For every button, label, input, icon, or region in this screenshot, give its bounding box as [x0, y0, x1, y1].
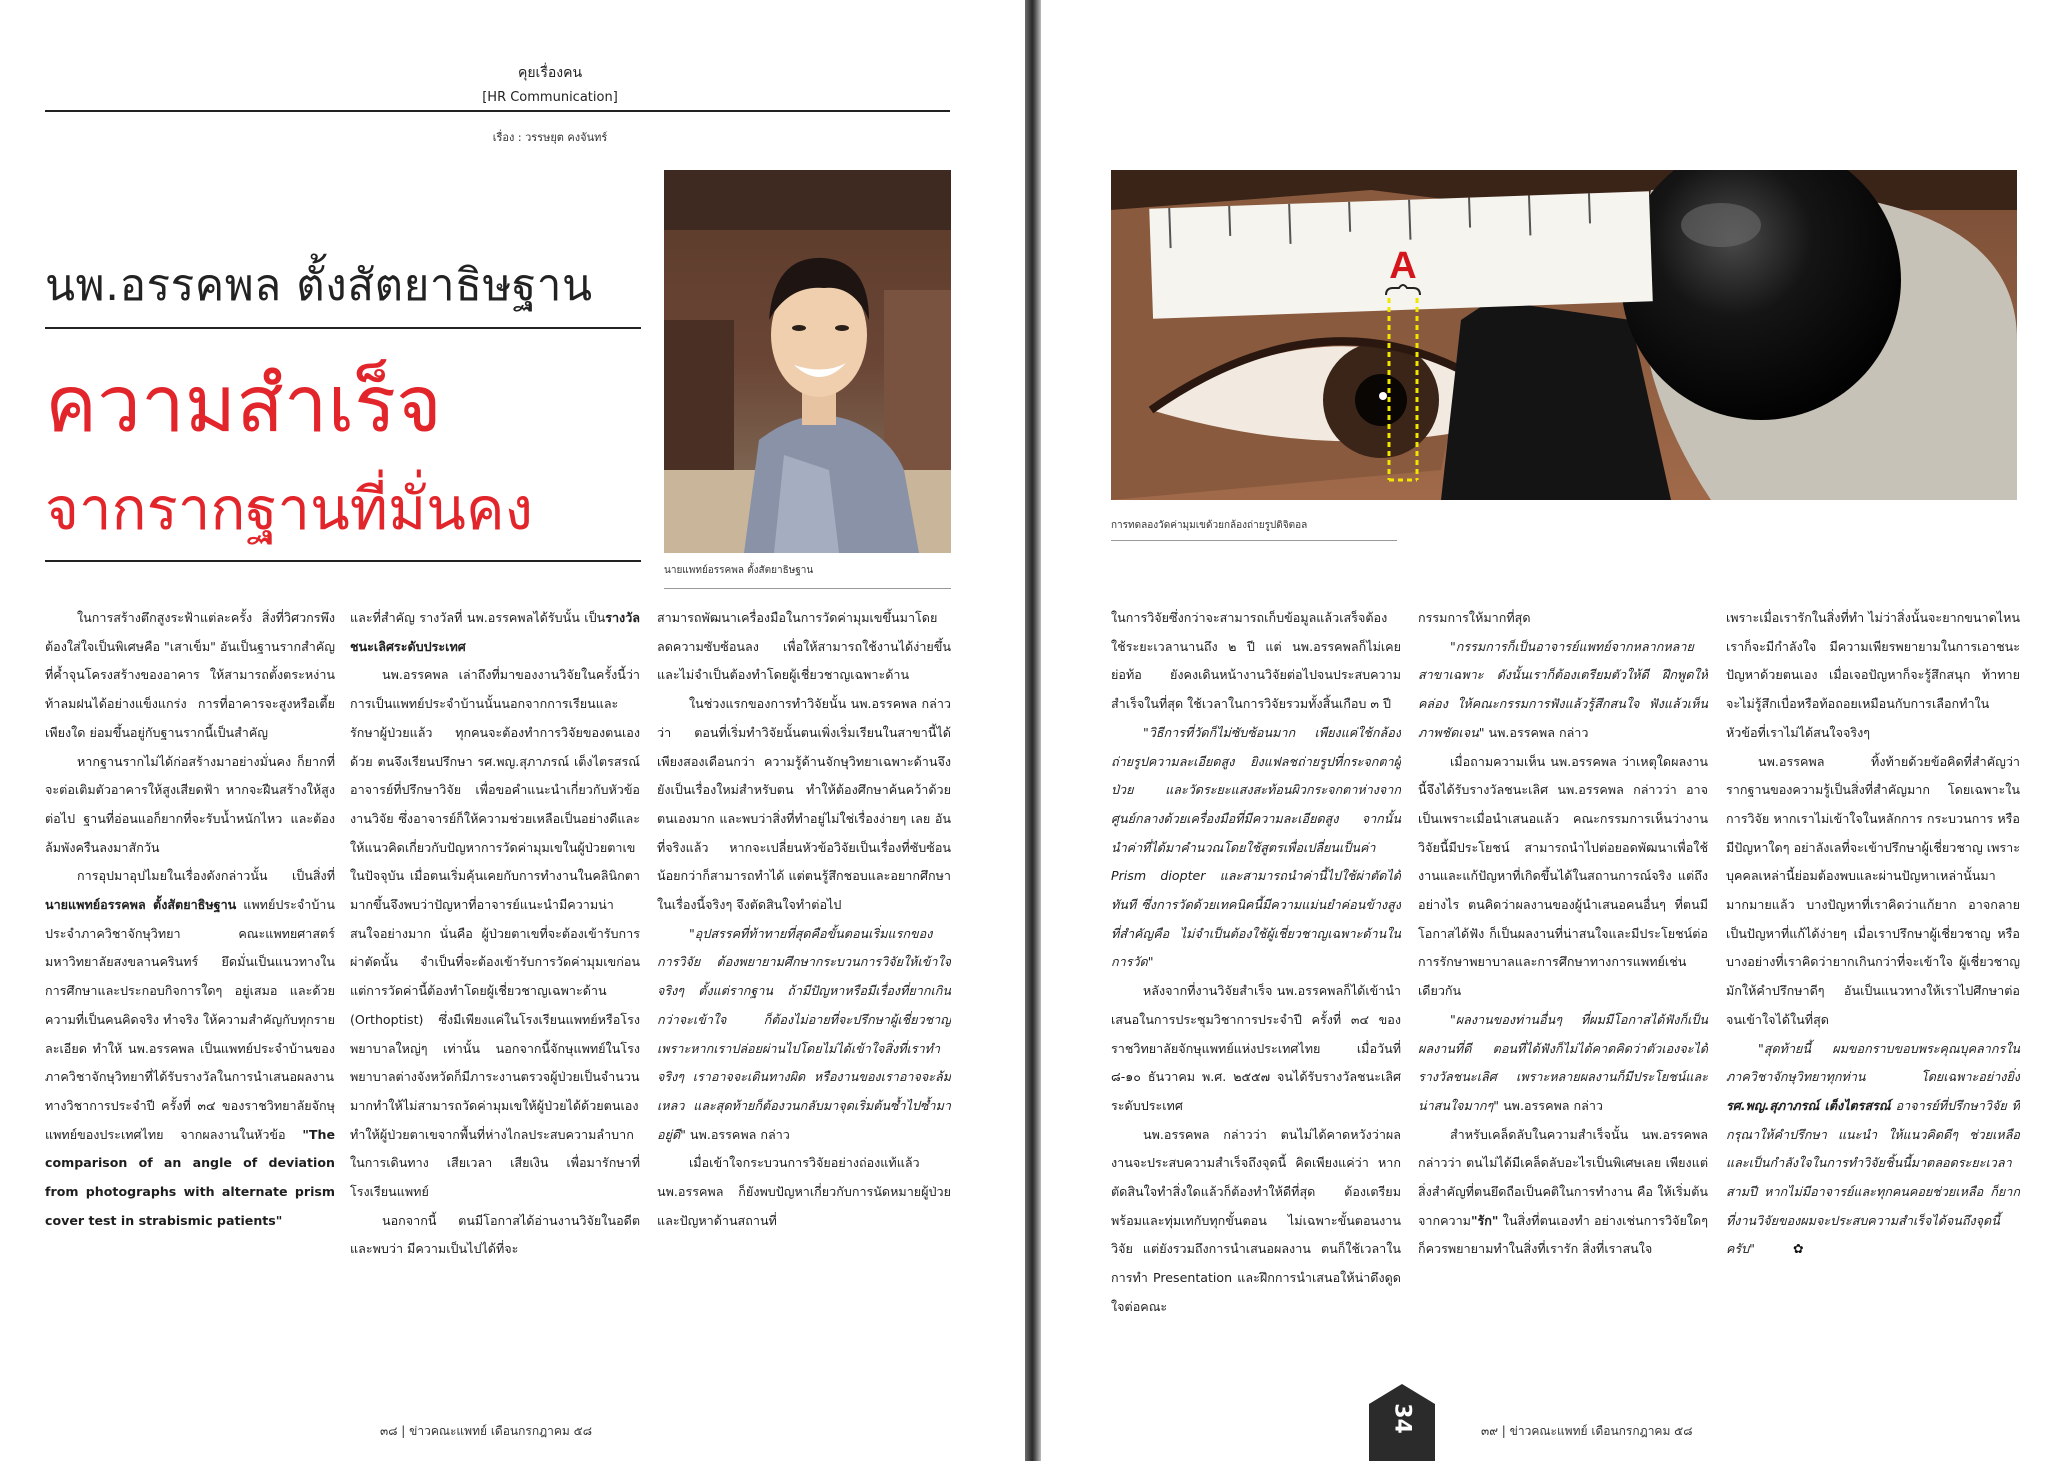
- paragraph: ในการวิจัยซึ่งกว่าจะสามารถเก็บข้อมูลแล้วเสร็จต้องใช้ระยะเวลานานถึง ๒ ปี แต่ นพ.อรรคพลก็ไม่เคยย่อท้อ ยังคงเดินหน้างานวิจัยต่อไปจนประสบความสำเร็จในที่สุด ใช้เวลาในการวิจัยรวมทั้งสิ้นเกือบ ๓ ปี: [1111, 610, 1401, 712]
- page-number: 34: [1389, 1403, 1415, 1434]
- bold-word: "รัก": [1470, 1212, 1499, 1228]
- paragraph: ในการสร้างตึกสูงระฟ้าแต่ละครั้ง สิ่งที่วิศวกรพึงต้องใส่ใจเป็นพิเศษคือ "เสาเข็ม" อันเป็นฐานรากสำคัญที่ค้ำจุนโครงสร้างของอาคาร ให้สามารถตั้งตระหง่านท้าลมฝนได้อย่างแข็งแกร่ง การที่อาคารจะสูงหรือเตี้ยเพียงใด ย่อมขึ้นอยู่กับฐานรากนี้เป็นสำคัญ: [45, 610, 335, 740]
- header-rule: [45, 110, 950, 112]
- page-footer: ๓๙ | ข่าวคณะแพทย์ เดือนกรกฎาคม ๕๘: [1481, 1424, 1693, 1438]
- section-title: คุยเรื่องคน: [517, 65, 583, 81]
- text-run: ในสิ่งที่ตนเองทำ อย่างเช่นการวิจัยใดๆ ก็ควรพยายามทำในสิ่งที่เรารัก สิ่งที่เราสนใจ: [1418, 1212, 1708, 1257]
- article-column-2: [350, 604, 640, 1364]
- paragraph: เมื่อเข้าใจกระบวนการวิจัยอย่างถ่องแท้แล้ว นพ.อรรคพล ก็ยังพบปัญหาเกี่ยวกับการนัดหมายผู้ป่วย และปัญหาด้านสถานที่: [657, 1155, 951, 1228]
- article-column-4: [1111, 604, 1401, 1379]
- page-footer: ๓๘ | ข่าวคณะแพทย์ เดือนกรกฎาคม ๕๘: [380, 1424, 592, 1438]
- quote: อาจารย์ที่ปรึกษาวิจัย ที่กรุณาให้คำปรึกษา แนะนำ ให้แนวคิดดีๆ ช่วยเหลือ และเป็นกำลังใจในการทำวิจัยชิ้นนี้มาตลอดระยะเวลาสามปี หากไม่มีอาจารย์และทุกคนคอยช่วยเหลือ ก็ยากที่งานวิจัยของผมจะประสบความสำเร็จได้จนถึงจุดนี้ครับ": [1726, 1097, 2020, 1257]
- bold-name: รศ.พญ.สุภาภรณ์ เต็งไตรสรณ์: [1726, 1097, 1891, 1113]
- paragraph: [350, 604, 640, 661]
- bold-award: รางวัลชนะเลิศระดับประเทศ: [350, 610, 640, 654]
- bold-name: นายแพทย์อรรคพล ตั้งสัตยาธิษฐาน: [45, 897, 237, 913]
- headline-rule: [45, 560, 641, 562]
- quote-paragraph: [1418, 633, 1708, 748]
- quote: "ผลงานของท่านอื่นๆ ที่ผมมีโอกาสได้ฟังก็เป็นผลงานที่ดี ตอนที่ได้ฟังก็ไม่ได้คาดคิดว่าตัวเองจะได้รางวัลชนะเลิศ เพราะหลายผลงานก็มีประโยชน์และน่าสนใจมากๆ": [1418, 1011, 1708, 1113]
- headline-line-2: จากรากฐานที่มั่นคง: [45, 477, 533, 542]
- paragraph: [1418, 1121, 1708, 1265]
- text-run: นพ.อรรคพล กล่าว: [1484, 724, 1589, 740]
- text-run: นพ.อรรคพล กล่าว: [1499, 1097, 1604, 1113]
- quote-paragraph: [657, 920, 951, 1150]
- text-run: นพ.อรรคพล กล่าว: [685, 1126, 790, 1142]
- article-column-1: [45, 604, 335, 1364]
- quote-paragraph: "วิธีการที่วัดก็ไม่ซับซ้อนมาก เพียงแค่ใช้กล้องถ่ายรูปความละเอียดสูง ยิงแฟลชถ่ายรูปที่กระจกตาผู้ป่วย และวัดระยะแสงสะท้อนผิวกระจกตาห่างจากศูนย์กลางด้วยเครื่องมือที่มีความละเอียดสูง จากนั้น นำค่าที่ได้มาคำนวณโดยใช้สูตรเพื่อเปลี่ยนเป็นค่า Prism diopter และสามารถนำค่านี้ไปใช้ผ่าตัดได้ทันที ซึ่งการวัดด้วยเทคนิคนี้มีความแม่นยำค่อนข้างสูง ที่สำคัญคือ ไม่จำเป็นต้องใช้ผู้เชี่ยวชาญเฉพาะด้านในการวัด": [1111, 724, 1401, 970]
- portrait-photo: [664, 170, 951, 553]
- page-gutter: [1025, 0, 1041, 1461]
- portrait-caption: นายแพทย์อรรคพล ตั้งสัตยาธิษฐาน: [664, 565, 814, 576]
- quote: "สุดท้ายนี้ ผมขอกราบขอบพระคุณบุคลากรในภาควิชาจักษุวิทยาทุกท่าน โดยเฉพาะอย่างยิ่ง: [1726, 1040, 2020, 1085]
- article-column-6: [1726, 604, 2020, 1379]
- paragraph: นพ.อรรคพล เล่าถึงที่มาของงานวิจัยในครั้งนี้ว่า การเป็นแพทย์ประจำบ้านนั้นนอกจากการเรียนและรักษาผู้ป่วยแล้ว ทุกคนจะต้องทำการวิจัยของตนเองด้วย ตนจึงเรียนปรึกษา รศ.พญ.สุภาภรณ์ เต็งไตรสรณ์ อาจารย์ที่ปรึกษาวิจัย เพื่อขอคำแนะนำเกี่ยวกับหัวข้องานวิจัย ซึ่งอาจารย์ก็ให้ความช่วยเหลือเป็นอย่างดีและให้แนวคิดเกี่ยวกับปัญหาการวัดค่ามุมเขในผู้ป่วยตาเขในปัจจุบัน เมื่อตนเริ่มคุ้นเคยกับการทำงานในคลินิกตามากขึ้นจึงพบว่าปัญหาที่อาจารย์แนะนำมีความน่าสนใจอย่างมาก นั่นคือ ผู้ป่วยตาเขที่จะต้องเข้ารับการผ่าตัดนั้น จำเป็นที่จะต้องเข้ารับการวัดค่ามุมเขก่อน แต่การวัดค่านี้ต้องทำโดยผู้เชี่ยวชาญเฉพาะด้าน (Orthoptist) ซึ่งมีเพียงแค่ในโรงเรียนแพทย์หรือโรงพยาบาลใหญ่ๆ เท่านั้น นอกจากนี้จักษุแพทย์ในโรงพยาบาลต่างจังหวัดก็มีภาระงานตรวจผู้ป่วยเป็นจำนวนมากทำให้ไม่สามารถวัดค่ามุมเขให้ผู้ป่วยได้ด้วยตนเองทำให้ผู้ป่วยตาเขจากพื้นที่ห่างไกลประสบความลำบากในการเดินทาง เสียเวลา เสียเงิน เพื่อมารักษาที่โรงเรียนแพทย์: [350, 667, 640, 1200]
- research-title: "The comparison of an angle of deviation from photographs with alternate prism cover test in strabismic patients": [45, 1126, 335, 1228]
- photo-label: A: [1389, 245, 1417, 287]
- paragraph: [45, 862, 335, 1235]
- quote-paragraph: [1726, 1035, 2020, 1265]
- text-run: แพทย์ประจำบ้านประจำภาควิชาจักษุวิทยา คณะแพทยศาสตร์ มหาวิทยาลัยสงขลานครินทร์ ยึดมั่นเป็นแนวทางในการศึกษาและประกอบกิจการใดๆ อยู่เสมอ และด้วยความที่เป็นคนคิดจริง ทำจริง ให้ความสำคัญกับทุกรายละเอียด ทำให้ นพ.อรรคพล เป็นแพทย์ประจำบ้านของภาควิชาจักษุวิทยาที่ได้รับรางวัลในการนำเสนอผลงานทางวิชาการประจำปี ครั้งที่ ๓๔ ของราชวิทยาลัยจักษุแพทย์ของประเทศไทย จากผลงานในหัวข้อ: [45, 897, 335, 1142]
- name-rule: [45, 327, 641, 329]
- text-run: และที่สำคัญ รางวัลที่ นพ.อรรคพลได้รับนั้น เป็น: [350, 610, 606, 625]
- caption-rule: [1111, 540, 1397, 541]
- quote: "อุปสรรคที่ท้าทายที่สุดคือขั้นตอนเริ่มแรกของการวิจัย ต้องพยายามศึกษากระบวนการวิจัยให้เข้าใจจริงๆ ตั้งแต่รากฐาน ถ้ามีปัญหาหรือมีเรื่องที่ยากเกินกว่าจะเข้าใจ ก็ต้องไม่อายที่จะปรึกษาผู้เชี่ยวชาญ เพราะหากเราปล่อยผ่านไปโดยไม่ได้เข้าใจสิ่งที่เราทำจริงๆ เราอาจจะเดินทางผิด หรืองานของเราอาจจะล้มเหลว และสุดท้ายก็ต้องวนกลับมาจุดเริ่มต้นซ้ำไปซ้ำมาอยู่ดี": [657, 925, 951, 1142]
- photo-caption: การทดลองวัดค่ามุมเขด้วยกล้องถ่ายรูปดิจิตอล: [1111, 520, 1308, 531]
- article-column-5: [1418, 604, 1708, 1379]
- paragraph: นพ.อรรคพล กล่าวว่า ตนไม่ได้คาดหวังว่าผลงานจะประสบความสำเร็จถึงจุดนี้ คิดเพียงแค่ว่า หากตัดสินใจทำสิ่งใดแล้วก็ต้องทำให้ดีที่สุด ต้องเตรียมพร้อมและทุ่มเทกับทุกขั้นตอน ไม่เฉพาะขั้นตอนงานวิจัย แต่ยังรวมถึงการนำเสนอผลงาน ตนก็ใช้เวลาในการทำ Presentation และฝึกการนำเสนอให้น่าดึงดูดใจต่อคณะ: [1111, 1126, 1401, 1314]
- paragraph: เพราะเมื่อเรารักในสิ่งที่ทำ ไม่ว่าสิ่งนั้นจะยากขนาดไหน เราก็จะมีกำลังใจ มีความเพียรพยายามในการเอาชนะปัญหาด้วยตนเอง เมื่อเจอปัญหาก็จะรู้สึกสนุก ท้าทาย จะไม่รู้สึกเบื่อหรือท้อถอยเหมือนกับการเลือกทำในหัวข้อที่เราไม่ได้สนใจจริงๆ: [1726, 610, 2020, 740]
- quote-paragraph: [1418, 1006, 1708, 1121]
- article-column-3: [657, 604, 951, 1364]
- quote: "กรรมการก็เป็นอาจารย์แพทย์จากหลากหลายสาขาเฉพาะ ดังนั้นเราก็ต้องเตรียมตัวให้ดี ฝึกพูดให้คล่อง ให้คณะกรรมการฟังแล้วรู้สึกสนใจ ฟังแล้วเห็นภาพชัดเจน": [1418, 638, 1708, 740]
- byline: เรื่อง : วรรษยุต คงจันทร์: [492, 131, 608, 144]
- headline-line-1: ความสำเร็จ: [45, 360, 442, 448]
- person-name: นพ.อรรคพล ตั้งสัตยาธิษฐาน: [45, 260, 593, 311]
- eye-measurement-photo: [1111, 170, 2017, 500]
- end-mark-icon: ✿: [1792, 1241, 1804, 1257]
- paragraph: สามารถพัฒนาเครื่องมือในการวัดค่ามุมเขขึ้นมาโดยลดความซับซ้อนลง เพื่อให้สามารถใช้งานได้ง่ายขึ้น และไม่จำเป็นต้องทำโดยผู้เชี่ยวชาญเฉพาะด้าน: [657, 610, 951, 683]
- right-page: [1041, 0, 2068, 1461]
- left-page: [0, 0, 1025, 1461]
- caption-rule: [664, 588, 951, 589]
- paragraph: เมื่อถามความเห็น นพ.อรรคพล ว่าเหตุใดผลงานนี้จึงได้รับรางวัลชนะเลิศ นพ.อรรคพล กล่าวว่า อาจเป็นเพราะเมื่อนำเสนอแล้ว คณะกรรมการเห็นว่างานวิจัยนี้มีประโยชน์ สามารถนำไปต่อยอดพัฒนาเพื่อใช้งานและแก้ปัญหาที่เกิดขึ้นได้ในสถานการณ์จริง แต่ถึงอย่างไร ตนคิดว่าผลงานของผู้นำเสนอคนอื่นๆ ที่ตนมีโอกาสได้ฟัง ก็เป็นผลงานที่น่าสนใจและมีประโยชน์ต่อการรักษาพยาบาลและการศึกษาทางการแพทย์เช่นเดียวกัน: [1418, 753, 1708, 999]
- text-run: การอุปมาอุปไมยในเรื่องดังกล่าวนั้น เป็นสิ่งที่: [77, 868, 335, 884]
- text-run: สำหรับเคล็ดลับในความสำเร็จนั้น นพ.อรรคพล กล่าวว่า ตนไม่ได้มีเคล็ดลับอะไรเป็นพิเศษเลย เพียงแต่สิ่งสำคัญที่ตนยึดถือเป็นคติในการทำงาน คือ ให้เริ่มต้นจากความ: [1418, 1126, 1708, 1228]
- paragraph: หลังจากที่งานวิจัยสำเร็จ นพ.อรรคพลก็ได้เข้านำเสนอในการประชุมวิชาการประจำปี ครั้งที่ ๓๔ ของราชวิทยาลัยจักษุแพทย์แห่งประเทศไทย เมื่อวันที่ ๘-๑๐ ธันวาคม พ.ศ. ๒๕๕๗ จนได้รับรางวัลชนะเลิศระดับประเทศ: [1111, 983, 1401, 1113]
- paragraph: นอกจากนี้ ตนมีโอกาสได้อ่านงานวิจัยในอดีต และพบว่า มีความเป็นไปได้ที่จะ: [350, 1212, 640, 1257]
- paragraph: ในช่วงแรกของการทำวิจัยนั้น นพ.อรรคพล กล่าวว่า ตอนที่เริ่มทำวิจัยนั้นตนเพิ่งเริ่มเรียนในสาขานี้ได้เพียงสองเดือนกว่า ความรู้ด้านจักษุวิทยาเฉพาะด้านจึงยังเป็นเรื่องใหม่สำหรับตน ทำให้ต้องศึกษาค้นคว้าด้วยตนเองมาก และพบว่าสิ่งที่ทำอยู่ไม่ใช่เรื่องง่ายๆ เลย อันที่จริงแล้ว หากจะเปลี่ยนหัวข้อวิจัยเป็นเรื่องที่ซับซ้อนน้อยกว่าก็สามารถทำได้ แต่ตนรู้สึกชอบและอยากศึกษาในเรื่องนี้จริงๆ จึงตัดสินใจทำต่อไป: [657, 696, 951, 913]
- paragraph: หากฐานรากไม่ได้ก่อสร้างมาอย่างมั่นคง ก็ยากที่จะต่อเติมตัวอาคารให้สูงเสียดฟ้า หากจะฝืนสร้างให้สูงต่อไป ฐานที่อ่อนแอก็ยากที่จะรับน้ำหนักไหว และต้องล้มพังครืนลงมาสักวัน: [45, 753, 335, 855]
- section-subtitle: [HR Communication]: [482, 90, 618, 105]
- paragraph: นพ.อรรคพล ทิ้งท้ายด้วยข้อคิดที่สำคัญว่า รากฐานของความรู้เป็นสิ่งที่สำคัญมาก โดยเฉพาะในการวิจัย หากเราไม่เข้าใจในหลักการ กระบวนการ หรือมีปัญหาใดๆ อย่าลังเลที่จะเข้าปรึกษาผู้เชี่ยวชาญ เพราะบุคคลเหล่านี้ย่อมต้องพบและผ่านปัญหาเหล่านั้นมามากมายแล้ว บางปัญหาที่เราคิดว่าแก้ยาก อาจกลายเป็นปัญหาที่แก้ได้ง่ายๆ เมื่อเราปรึกษาผู้เชี่ยวชาญ หรือบางอย่างที่เราคิดว่ายากเกินกว่าที่จะเข้าใจ ผู้เชี่ยวชาญมักให้คำปรึกษาดีๆ อันเป็นแนวทางให้เราไปศึกษาต่อจนเข้าใจได้ในที่สุด: [1726, 753, 2020, 1027]
- paragraph: กรรมการให้มากที่สุด: [1418, 610, 1531, 625]
